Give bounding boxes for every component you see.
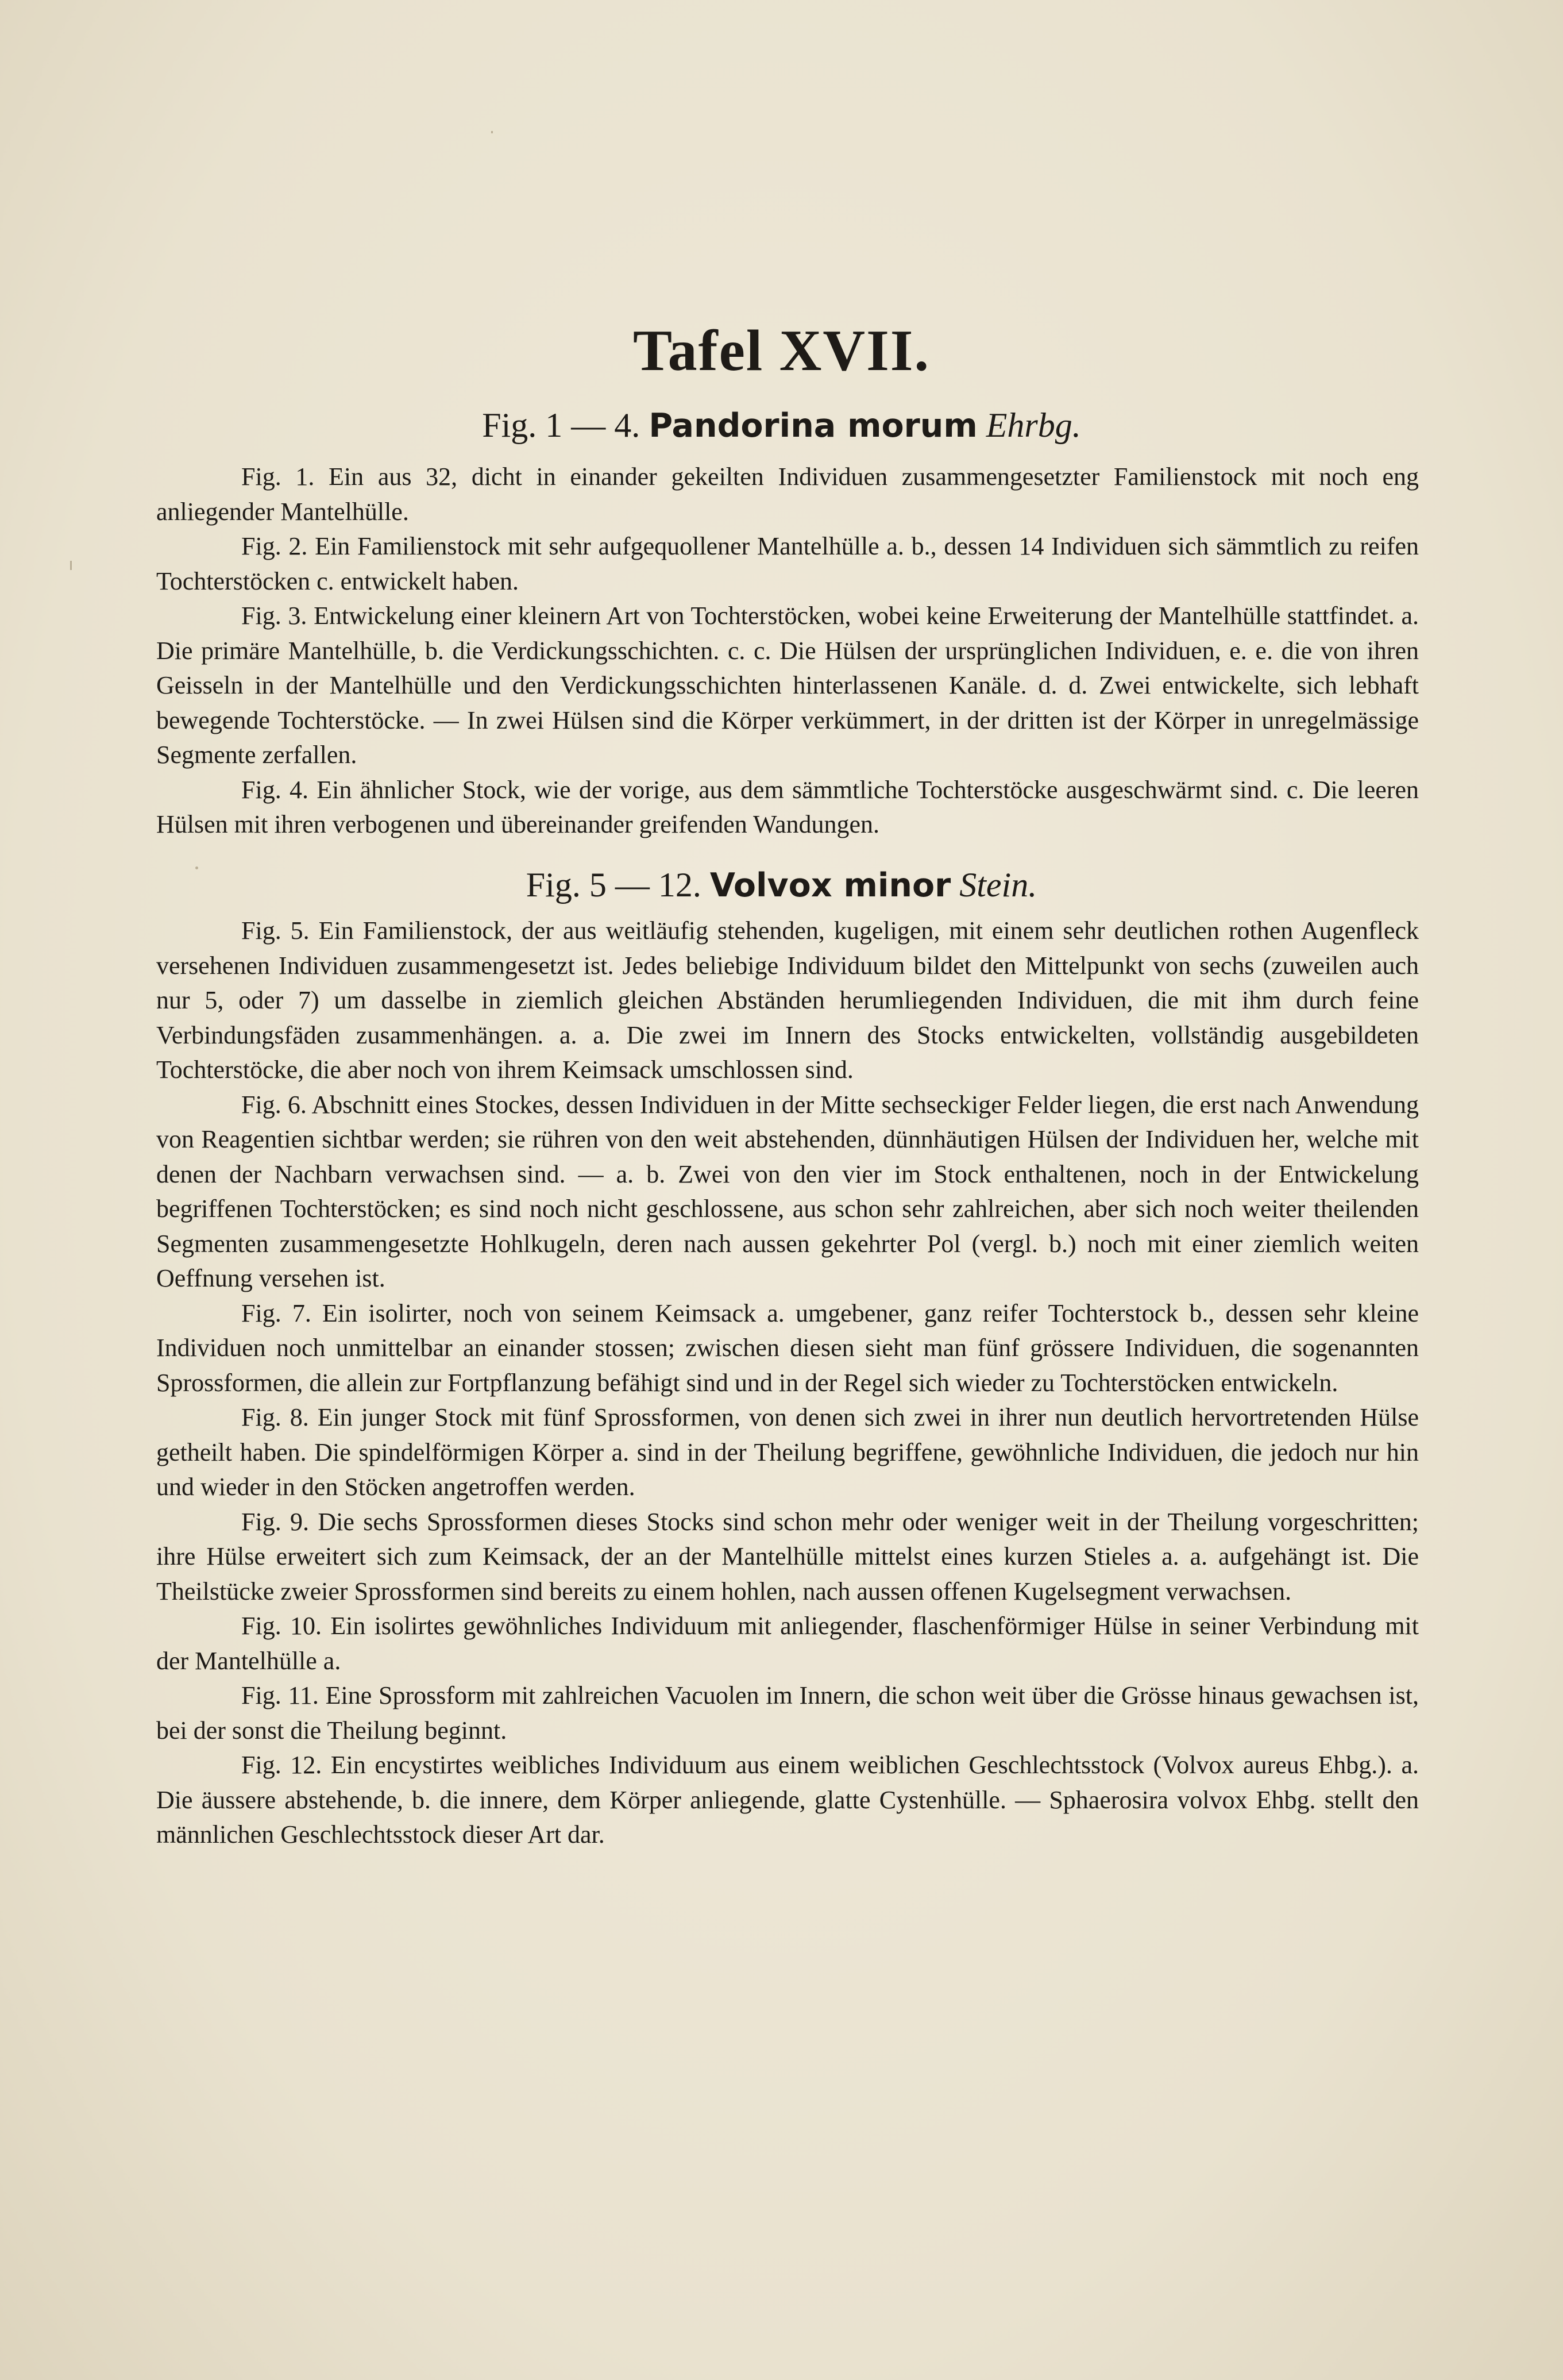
section-label: Fig. 5 — 12.: [526, 866, 701, 904]
paper-speck: [70, 561, 72, 570]
figure-description: Fig. 5. Ein Familienstock, der aus weitläufig stehenden, kugeligen, mit einem sehr deutlichen rothen Augenfleck versehenen Individuen zusammengesetzt ist. Jedes beliebige Individuum bildet den Mittelpunkt von sechs (zuweilen auch nur 5, oder 7) um dasselbe in ziemlich gleichen Abständen herumliegenden Individuen, die mit ihm durch feine Verbindungsfäden zusammenhängen. a. a. Die zwei im Innern des Stocks entwickelten, vollständig ausgebildeten Tochterstöcke, die aber noch von ihrem Keimsack umschlossen sind.: [156, 916, 1419, 1084]
figure-descriptions-volvox: [156, 914, 1419, 1853]
figure-descriptions-pandorina: [156, 460, 1419, 842]
species-author: Ehrbg.: [986, 406, 1081, 444]
figure-description: Fig. 12. Ein encystirtes weibliches Individuum aus einem weiblichen Geschlechtsstock (Volvox aureus Ehbg.). a. Die äussere abstehende, b. die innere, dem Körper anliegende, glatte Cystenhülle. — Sphaerosira volvox Ehbg. stellt den männlichen Geschlechtsstock dieser Art dar.: [156, 1751, 1419, 1848]
section-label: Fig. 1 — 4.: [482, 406, 640, 444]
figure-description: Fig. 10. Ein isolirtes gewöhnliches Individuum mit anliegender, flaschenförmiger Hülse in seiner Verbindung mit der Mantelhülle a.: [156, 1612, 1419, 1675]
figure-description: Fig. 7. Ein isolirter, noch von seinem Keimsack a. umgebener, ganz reifer Tochterstock b., dessen sehr kleine Individuen noch unmittelbar an einander stossen; zwischen diesen sieht man fünf grössere Individuen, die sogenannten Sprossformen, die allein zur Fortpflanzung befähigt sind und in der Regel sich wieder zu Tochterstöcken entwickeln.: [156, 1299, 1419, 1397]
species-name: Volvox minor: [709, 866, 951, 904]
figure-description: Fig. 8. Ein junger Stock mit fünf Sprossformen, von denen sich zwei in ihrer nun deutlich hervortretenden Hülse getheilt haben. Die spindelförmigen Körper a. sind in der Theilung begriffene, gewöhnliche Individuen, die jedoch nur hin und wieder in den Stöcken angetroffen werden.: [156, 1403, 1419, 1501]
figure-description: Fig. 3. Entwickelung einer kleinern Art von Tochterstöcken, wobei keine Erweiterung der Mantelhülle stattfindet. a. Die primäre Mantelhülle, b. die Verdickungsschichten. c. c. Die Hülsen der ursprünglichen Individuen, e. e. die von ihren Geisseln in der Mantelhülle und den Verdickungsschichten hinterlassenen Kanäle. d. d. Zwei entwickelte, sich lebhaft bewegende Tochterstöcke. — In zwei Hülsen sind die Körper verkümmert, in der dritten ist der Körper in unregelmässige Segmente zerfallen.: [156, 602, 1419, 769]
figure-description: Fig. 11. Eine Sprossform mit zahlreichen Vacuolen im Innern, die schon weit über die Grösse hinaus gewachsen ist, bei der sonst die Theilung beginnt.: [156, 1681, 1419, 1744]
section-heading-pandorina: [0, 406, 1563, 445]
figure-description: Fig. 9. Die sechs Sprossformen dieses Stocks sind schon mehr oder weniger weit in der Theilung vorgeschritten; ihre Hülse erweitert sich zum Keimsack, der an der Mantelhülle mittelst eines kurzen Stieles a. a. aufgehängt ist. Die Theilstücke zweier Sprossformen sind bereits zu einem hohlen, nach aussen offenen Kugelsegment verwachsen.: [156, 1507, 1419, 1605]
figure-description: Fig. 4. Ein ähnlicher Stock, wie der vorige, aus dem sämmtliche Tochterstöcke ausgeschwärmt sind. c. Die leeren Hülsen mit ihren verbogenen und übereinander greifenden Wandungen.: [156, 775, 1419, 838]
figure-description: Fig. 1. Ein aus 32, dicht in einander gekeilten Individuen zusammengesetzter Familienstock mit noch eng anliegender Mantelhülle.: [156, 463, 1419, 526]
figure-description: Fig. 6. Abschnitt eines Stockes, dessen Individuen in der Mitte sechseckiger Felder liegen, die erst nach Anwendung von Reagentien sichtbar werden; sie rühren von den weit abstehenden, dünnhäutigen Hülsen der Individuen her, welche mit denen der Nachbarn verwachsen sind. — a. b. Zwei von den vier im Stock enthaltenen, noch in der Entwickelung begriffenen Tochterstöcken; es sind noch nicht geschlossene, aus schon sehr zahlreichen, aber sich noch weiter theilenden Segmenten zusammengesetzte Hohlkugeln, deren nach aussen gekehrter Pol (vergl. b.) noch mit einer ziemlich weiten Oeffnung versehen ist.: [156, 1090, 1419, 1292]
species-name: Pandorina morum: [649, 407, 978, 445]
plate-title: Tafel XVII.: [633, 318, 930, 383]
figure-description: Fig. 2. Ein Familienstock mit sehr aufgequollener Mantelhülle a. b., dessen 14 Individuen sich sämmtlich zu reifen Tochterstöcken c. entwickelt haben.: [156, 532, 1419, 595]
paper-speck: [491, 131, 493, 133]
species-author: Stein.: [959, 866, 1037, 904]
paper-speck: [195, 866, 198, 869]
section-heading-volvox: [0, 868, 1563, 902]
